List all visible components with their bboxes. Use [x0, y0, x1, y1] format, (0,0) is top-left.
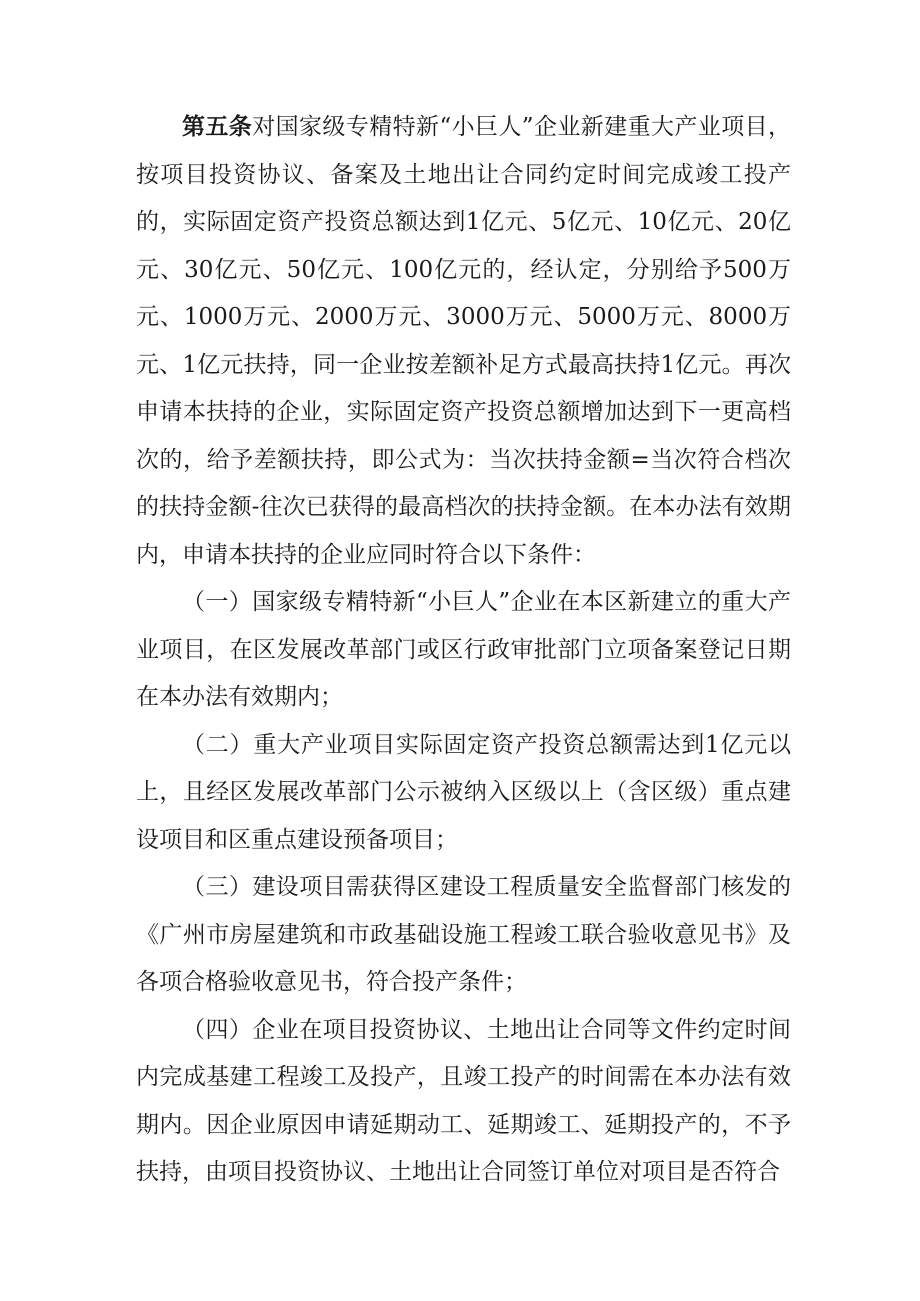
condition-1-paragraph: （一）国家级专精特新“小巨人”企业在本区新建立的重大产业项目，在区发展改革部门或区行政审批部门立项备案登记日期在本办法有效期内； — [136, 589, 791, 710]
article-label: 第五条 — [182, 114, 253, 140]
article-text: 对国家级专精特新“小巨人”企业新建重大产业项目，按项目投资协议、备案及土地出让合同约定时间完成竣工投产的，实际固定资产投资总额达到1亿元、5亿元、10亿元、20亿元、30亿元、50亿元、100亿元的，经认定，分别给予500万元、1000万元、2000万元、3000万元、5000万元、8000万元、1亿元扶持，同一企业按差额补足方式最高扶持1亿元。再次申请本扶持的企业，实际固定资产投资总额增加达到下一更高档次的，给予差额扶持，即公式为：当次扶持金额=当次符合档次的扶持金额-往次已获得的最高档次的扶持金额。在本办法有效期内，申请本扶持的企业应同时符合以下条件： — [136, 114, 791, 568]
condition-4-paragraph: （四）企业在项目投资协议、土地出让合同等文件约定时间内完成基建工程竣工及投产，且竣工投产的时间需在本办法有效期内。因企业原因申请延期动工、延期竣工、延期投产的，不予扶持，由项目投资协议、土地出让合同签订单位对项目是否符合 — [136, 1016, 791, 1185]
condition-3-paragraph: （三）建设项目需获得区建设工程质量安全监督部门核发的《广州市房屋建筑和市政基础设施工程竣工联合验收意见书》及各项合格验收意见书，符合投产条件； — [136, 874, 791, 995]
document-body — [136, 104, 791, 1197]
condition-2-paragraph: （二）重大产业项目实际固定资产投资总额需达到1亿元以上，且经区发展改革部门公示被纳入区级以上（含区级）重点建设项目和区重点建设预备项目； — [136, 731, 791, 853]
article-paragraph — [136, 104, 791, 579]
